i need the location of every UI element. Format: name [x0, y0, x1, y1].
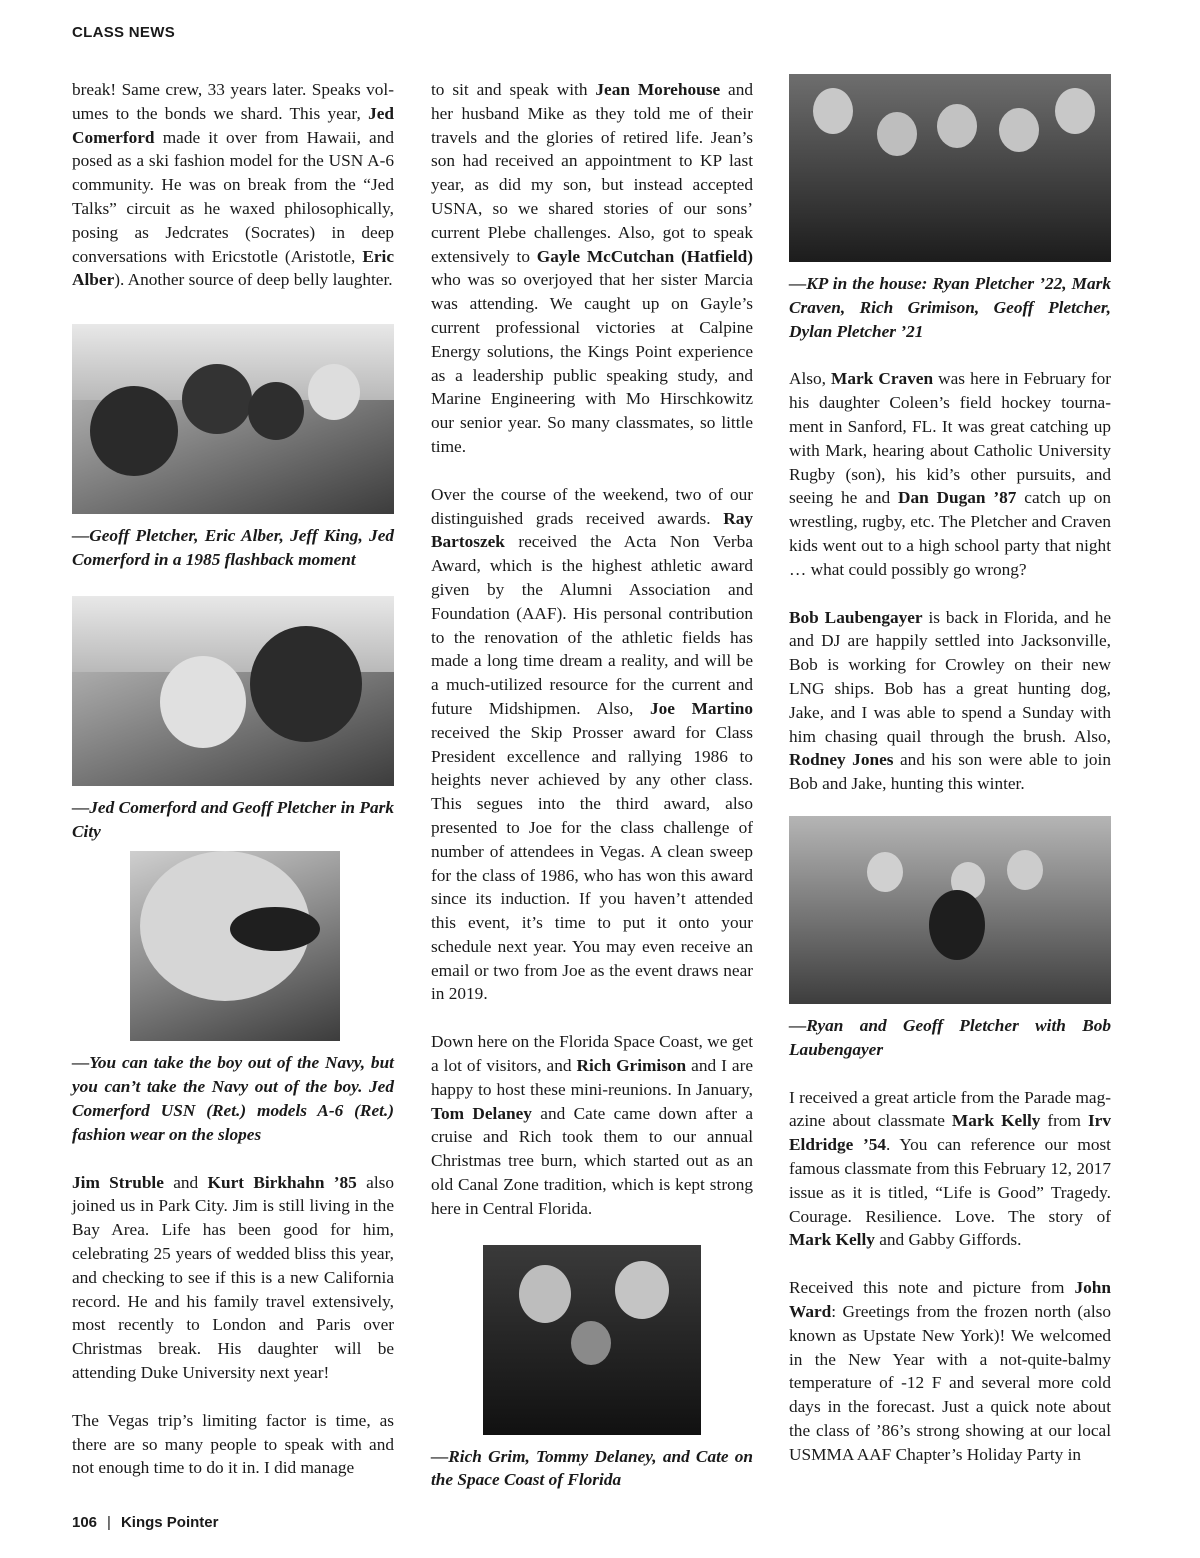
article-paragraph	[789, 1086, 1111, 1253]
kp-house-photo	[789, 74, 1111, 262]
article-paragraph	[72, 78, 394, 292]
publication-name: Kings Pointer	[120, 1514, 219, 1531]
article-paragraph	[789, 367, 1111, 581]
text-run: who was so overjoyed that her sister Marcia was attending. We caught up on Gayle’s current professional victories at Calpine Energy solutions, the Kings Point experience as a leadership public speaking study, and Marine Engineering with Mo Hirschkowitz our senior year. So many classmates, so little time.	[431, 270, 753, 456]
article-paragraph	[431, 1030, 753, 1220]
bold-name: Rodney Jones	[789, 750, 894, 770]
text-run: Also,	[789, 369, 832, 389]
section-header: CLASS NEWS	[72, 24, 176, 41]
column-1	[72, 78, 394, 1480]
text-run: and Gabby Giffords.	[874, 1230, 1022, 1250]
bold-name: Irv Eldridge ’54	[789, 1111, 1111, 1155]
text-run: from	[1040, 1111, 1088, 1131]
park-city-photo	[72, 596, 394, 786]
photo-caption: —You can take the boy out of the Navy, but you can’t take the Navy out of the boy. Jed Comerford USN (Ret.) models A-6 (Ret.) fashion wear on the slopes	[72, 1053, 394, 1144]
hunting-photo	[789, 816, 1111, 1004]
article-paragraph	[431, 483, 753, 1007]
text-run: and Cate came down after a cruise and Rich took them to our annual Christmas tree burn, which started out as an old Canal Zone tradition, which is kept strong here in Central Florida.	[431, 1103, 754, 1218]
article-paragraph	[789, 606, 1111, 796]
text-run: catch up on wrestling, rugby, etc. The Pletcher and Craven kids went out to a high school party that night … what could possibly go wrong?	[789, 488, 1111, 579]
text-run: . You can reference our most famous classmate from this February 12, 2017 issue as it is titled, “Life is Good” Tragedy. Courage. Resilience. Love. The story of	[789, 1135, 1111, 1226]
article-paragraph	[72, 1171, 394, 1385]
page-footer	[72, 1514, 218, 1531]
bold-name: Gayle McCutchan (Hatfield)	[536, 246, 753, 266]
column-2	[431, 78, 753, 1492]
photo-caption: —KP in the house: Ryan Pletcher ’22, Mark Craven, Rich Grimison, Geoff Pletcher, Dylan Pletcher ’21	[789, 274, 1111, 341]
bold-name: Bob Laubengayer	[789, 607, 923, 627]
text-run: ). Another source of deep belly laughter.	[114, 270, 393, 290]
text-run: received the Acta Non Verba Award, which is the highest athletic award given by the Alumni Association and Foundation (AAF). His personal contribution to the renovation of the athletic fields has made a long time dream a reality, and will be a much-utilized resource for the current and future Midshipmen. Also,	[431, 532, 753, 718]
text-run: break! Same crew, 33 years later. Speaks volumes to the bonds we shard. This year,	[72, 80, 394, 123]
text-run: and his son were able to join Bob and Jake, hunting this winter.	[789, 750, 1111, 794]
bold-name: Joe Martino	[649, 698, 753, 718]
text-run: was here in February for his daughter Coleen’s field hockey tournament in Sanford, FL. It was great catching up with Mark, hearing about Catholic University Rugby (son), his kid’s other pursuits, and seeing he and	[789, 369, 1111, 508]
bold-name: Tom Delaney	[431, 1103, 532, 1123]
text-run: Received this note and picture from	[789, 1278, 1075, 1298]
text-run: is back in Florida, and he and DJ are happily settled into Jacksonville, Bob is working for Crowley on their new LNG ships. Bob has a great hunting dog, Jake, and I was able to spend a Sunday with him chasing quail through the brush. Also,	[789, 607, 1112, 746]
bold-name: Kurt Birkhahn ’85	[207, 1172, 357, 1192]
text-run: I received a great article from the Parade magazine about classmate	[789, 1087, 1111, 1131]
text-run: made it over from Hawaii, and posed as a ski fashion model for the USN A-6 community. He was on break from the “Jed Talks” circuit as he waxed philosophically, posing as Jedcrates (Socrates) in deep conversations with Ericstotle (Aristotle,	[72, 127, 394, 266]
text-run: : Greetings from the frozen north (also known as Upstate New York)! We welcomed in the New Year with a not-quite-balmy temperature of -12 F and several more cold days in the forecast. Just a quick note about the class of ’86’s strong showing at our local USMMA AAF Chapter’s Holiday Party in	[789, 1301, 1111, 1464]
page-number: 106	[72, 1514, 98, 1531]
article-paragraph	[72, 1409, 394, 1480]
photo-caption: —Ryan and Geoff Pletcher with Bob Laubengayer	[789, 1015, 1111, 1059]
bold-name: Rich Grimison	[576, 1056, 687, 1076]
bold-name: Mark Craven	[831, 369, 934, 389]
bold-name: Ray Bartoszek	[431, 508, 753, 552]
bold-name: John Ward	[789, 1278, 1111, 1321]
text-run: Over the course of the weekend, two of our distinguished grads received awards.	[431, 484, 753, 528]
space-coast-photo	[483, 1245, 701, 1435]
article-paragraph	[789, 1276, 1111, 1466]
column-3	[789, 78, 1111, 1466]
bold-name: Eric Alber	[72, 246, 394, 290]
footer-separator: |	[107, 1514, 111, 1531]
text-run: The Vegas trip’s limiting factor is time, as there are so many people to speak with and not enough time to do it in. I did manage	[72, 1410, 394, 1478]
text-run: and	[163, 1172, 208, 1192]
bold-name: Jim Struble	[72, 1172, 164, 1192]
text-run: and I are happy to host these mini-reunions. In January,	[431, 1056, 753, 1099]
bold-name: Jed Comerford	[72, 103, 394, 147]
text-run: also joined us in Park City. Jim is still living in the Bay Area. Life has been good for him, celebrating 25 years of wedded bliss this year, and checking to see if this is a new California record. He and his family travel extensively, most recently to London and Paris over Christmas break. His daughter will be attending Duke University next year!	[72, 1172, 394, 1382]
bold-name: Mark Kelly	[789, 1230, 875, 1250]
text-run: Down here on the Florida Space Coast, we get a lot of visitors, and	[431, 1032, 753, 1076]
ski-lift-photo	[72, 324, 394, 514]
helmet-photo	[130, 851, 340, 1041]
bold-name: Dan Dugan ’87	[897, 488, 1017, 508]
photo-caption: —Geoff Pletcher, Eric Alber, Jeff King, Jed Comerford in a 1985 flashback moment	[72, 526, 394, 569]
text-run: and her husband Mike as they told me of their travels and the glories of retired life. Jean’s son had received an appointment to KP last year, as did my son, but instead accepted USNA, so we shared stories of our sons’ current Plebe challenges. Also, got to speak extensively to	[431, 80, 753, 266]
photo-caption: —Jed Comerford and Geoff Pletcher in Park City	[72, 797, 394, 841]
photo-caption: —Rich Grim, Tommy Delaney, and Cate on the Space Coast of Florida	[431, 1446, 753, 1490]
article-paragraph	[431, 78, 753, 459]
text-run: received the Skip Prosser award for Class President excellence and rallying 1986 to heights never achieved by any other class. This segues into the third award, also presented to Joe for the class challenge of number of attendees in Vegas. A clean sweep for the class of 1986, who has won this award since its induction. If you haven’t attended this event, it’s time to put it onto your schedule next year. You may even receive an email or two from Joe as the event draws near in 2019.	[431, 722, 753, 1004]
bold-name: Mark Kelly	[951, 1111, 1041, 1131]
text-run: to sit and speak with	[431, 80, 596, 99]
bold-name: Jean Morehouse	[595, 80, 721, 99]
